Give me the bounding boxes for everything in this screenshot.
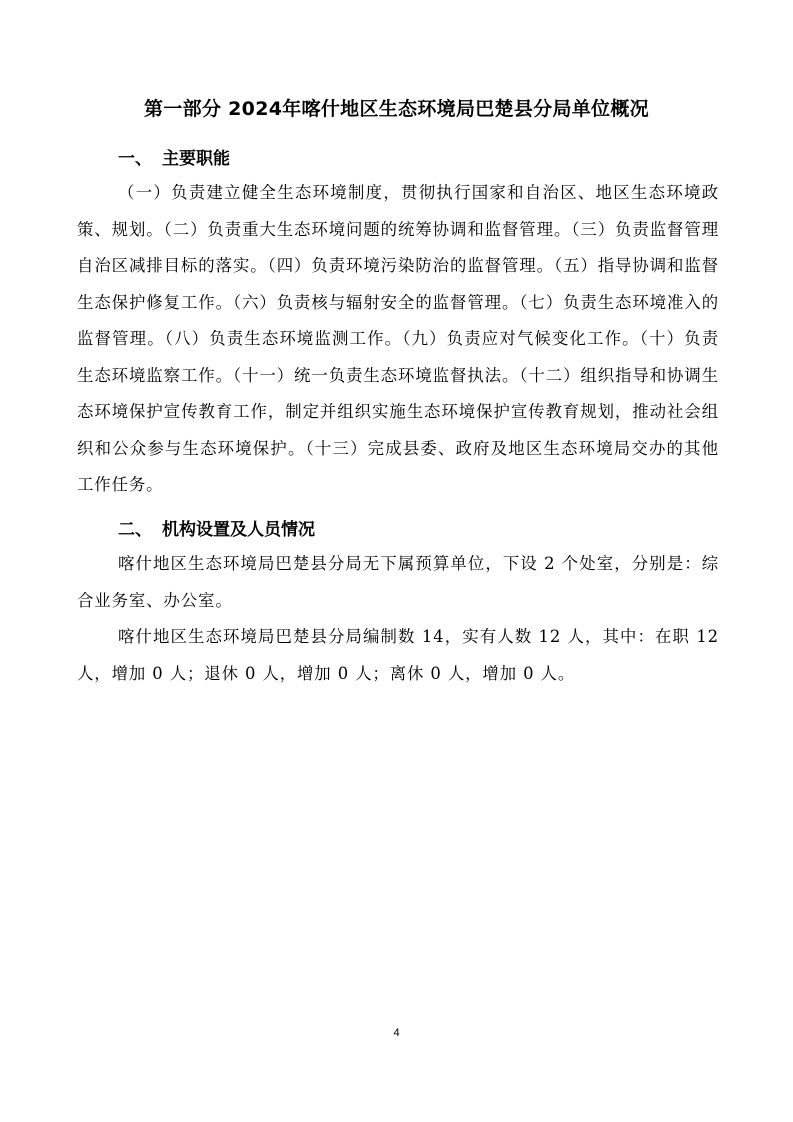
organization-paragraph: 喀什地区生态环境局巴楚县分局无下属预算单位，下设 2 个处室，分别是：综合业务室、办公室。 [77, 554, 719, 610]
section-heading-functions [118, 147, 230, 171]
functions-paragraph: （一）负责建立健全生态环境制度，贯彻执行国家和自治区、地区生态环境政策、规划。（二）负责重大生态环境问题的统筹协调和监督管理。（三）负责监督管理自治区减排目标的落实。（四）负责环境污染防治的监督管理。（五）指导协调和监督生态保护修复工作。（六）负责核与辐射安全的监督管理。（七）负责生态环境准入的监督管理。（八）负责生态环境监测工作。（九）负责应对气候变化工作。（十）负责生态环境监察工作。（十一）统一负责生态环境监督执法。（十二）组织指导和协调生态环境保护宣传教育工作，制定并组织实施生态环境保护宣传教育规划，推动社会组织和公众参与生态环境保护。（十三）完成县委、政府及地区生态环境局交办的其他工作任务。 [77, 183, 719, 494]
section-number: 二、 [118, 520, 152, 540]
page-number: 4 [393, 1027, 400, 1039]
staffing-paragraph: 喀什地区生态环境局巴楚县分局编制数 14，实有人数 12 人，其中：在职 12 人，增加 0 人；退休 0 人，增加 0 人；离休 0 人，增加 0 人。 [77, 627, 719, 683]
section-heading-text: 机构设置及人员情况 [162, 520, 315, 540]
page-title: 第一部分 2024年喀什地区生态环境局巴楚县分局单位概况 [144, 98, 649, 120]
section-heading-text: 主要职能 [162, 149, 230, 169]
section-number: 一、 [118, 149, 152, 169]
section-heading-organization [118, 518, 315, 542]
